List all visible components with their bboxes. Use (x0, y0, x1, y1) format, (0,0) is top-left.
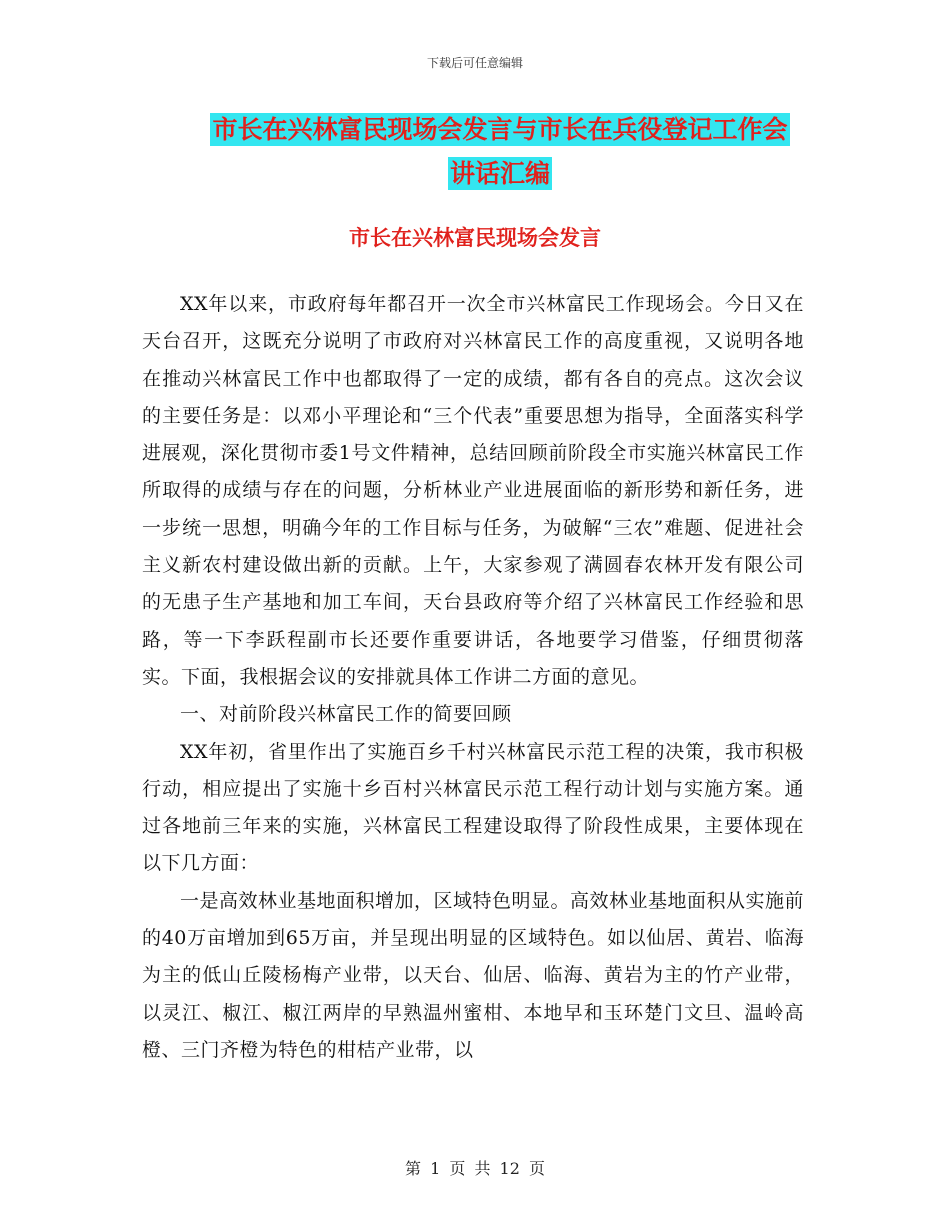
paragraph: XX年初，省里作出了实施百乡千村兴林富民示范工程的决策，我市积极行动，相应提出了实施十乡百村兴林富民示范工程行动计划与实施方案。通过各地前三年来的实施，兴林富民工程建设取得了阶段性成果，主要体现在以下几方面： (142, 740, 804, 875)
header-note: 下载后可任意编辑 (426, 56, 523, 70)
section-title: 市长在兴林富民现场会发言 (349, 226, 601, 250)
document-title-line2: 讲话汇编 (449, 159, 550, 188)
page-number: 第 1 页 共 12 页 (405, 1159, 545, 1178)
document-title-line1: 市长在兴林富民现场会发言与市长在兵役登记工作会 (212, 115, 788, 144)
paragraph: XX年以来，市政府每年都召开一次全市兴林富民工作现场会。今日又在天台召开，这既充分说明了市政府对兴林富民工作的高度重视，又说明各地在推动兴林富民工作中也都取得了一定的成绩，都有各自的亮点。这次会议的主要任务是：以邓小平理论和“三个代表”重要思想为指导，全面落实科学进展观，深化贯彻市委1号文件精神，总结回顾前阶段全市实施兴林富民工作所取得的成绩与存在的问题，分析林业产业进展面临的新形势和新任务，进一步统一思想，明确今年的工作目标与任务，为破解“三农”难题、促进社会主义新农村建设做出新的贡献。上午，大家参观了满圆春农林开发有限公司的无患子生产基地和加工车间，天台县政府等介绍了兴林富民工作经验和思路，等一下李跃程副市长还要作重要讲话，各地要学习借鉴，仔细贯彻落实。下面，我根据会议的安排就具体工作讲二方面的意见。 (142, 293, 804, 688)
paragraph: 一、对前阶段兴林富民工作的简要回顾 (180, 703, 512, 726)
paragraph: 一是高效林业基地面积增加，区域特色明显。高效林业基地面积从实施前的40万亩增加到65万亩，并呈现出明显的区域特色。如以仙居、黄岩、临海为主的低山丘陵杨梅产业带，以天台、仙居、临海、黄岩为主的竹产业带，以灵江、椒江、椒江两岸的早熟温州蜜柑、本地早和玉环楚门文旦、温岭高橙、三门齐橙为特色的柑桔产业带，以 (142, 889, 805, 1061)
document-title (150, 108, 850, 196)
body-text (142, 286, 804, 1069)
